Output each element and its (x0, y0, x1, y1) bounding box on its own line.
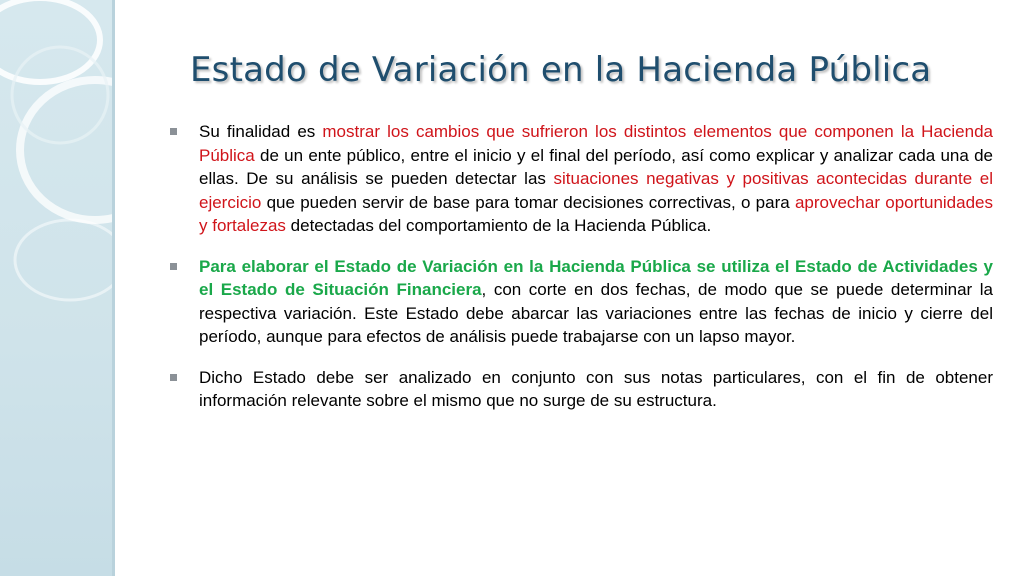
decorative-sidebar (0, 0, 112, 576)
sidebar-divider (112, 0, 115, 576)
text-run: , con corte en dos fechas, de modo que se puede determinar la respectiva variación. Este Estado debe abarcar las variaciones entre las fechas de inicio y cierre del período, aunque para efectos de análisis puede trabajarse con un lapso mayor. (199, 280, 993, 346)
highlight-text: aprovechar oportunidades y fortalezas (199, 192, 994, 235)
text-run: detectadas del comportamiento de la Hacienda Pública. (285, 216, 712, 235)
square-bullet-icon (170, 128, 177, 135)
slide-title: Estado de Variación en la Hacienda Pública (190, 50, 932, 90)
bullet-text (199, 255, 993, 349)
bullet-item (170, 366, 993, 413)
text-run: de un ente público, entre el inicio y el final del período, así como explicar y analizar cada una de ellas. De su análisis se pueden detectar las (199, 145, 993, 188)
text-run: que pueden servir de base para tomar decisiones correctivas, o para (261, 192, 795, 212)
square-bullet-icon (170, 374, 177, 381)
text-run: Dicho Estado debe ser analizado en conjunto con sus notas particulares, con el fin de obtener información relevante sobre el mismo que no surge de su estructura. (199, 367, 993, 410)
bullet-item (170, 255, 993, 349)
highlight-text: situaciones negativas y positivas acontecidas durante el ejercicio (199, 169, 993, 212)
square-bullet-icon (170, 263, 177, 270)
highlight-text: mostrar los cambios que sufrieron los distintos elementos que componen la Hacienda Pública (199, 122, 994, 165)
bullet-item (170, 120, 993, 238)
bullet-list (170, 120, 993, 430)
bullet-text (199, 120, 993, 238)
decorative-rings (0, 0, 112, 576)
highlight-text: Para elaborar el Estado de Variación en la Hacienda Pública se utiliza el Estado de Actividades y el Estado de Situación Financiera (199, 256, 993, 299)
text-run: Su finalidad es (199, 122, 323, 141)
bullet-text (199, 366, 993, 413)
